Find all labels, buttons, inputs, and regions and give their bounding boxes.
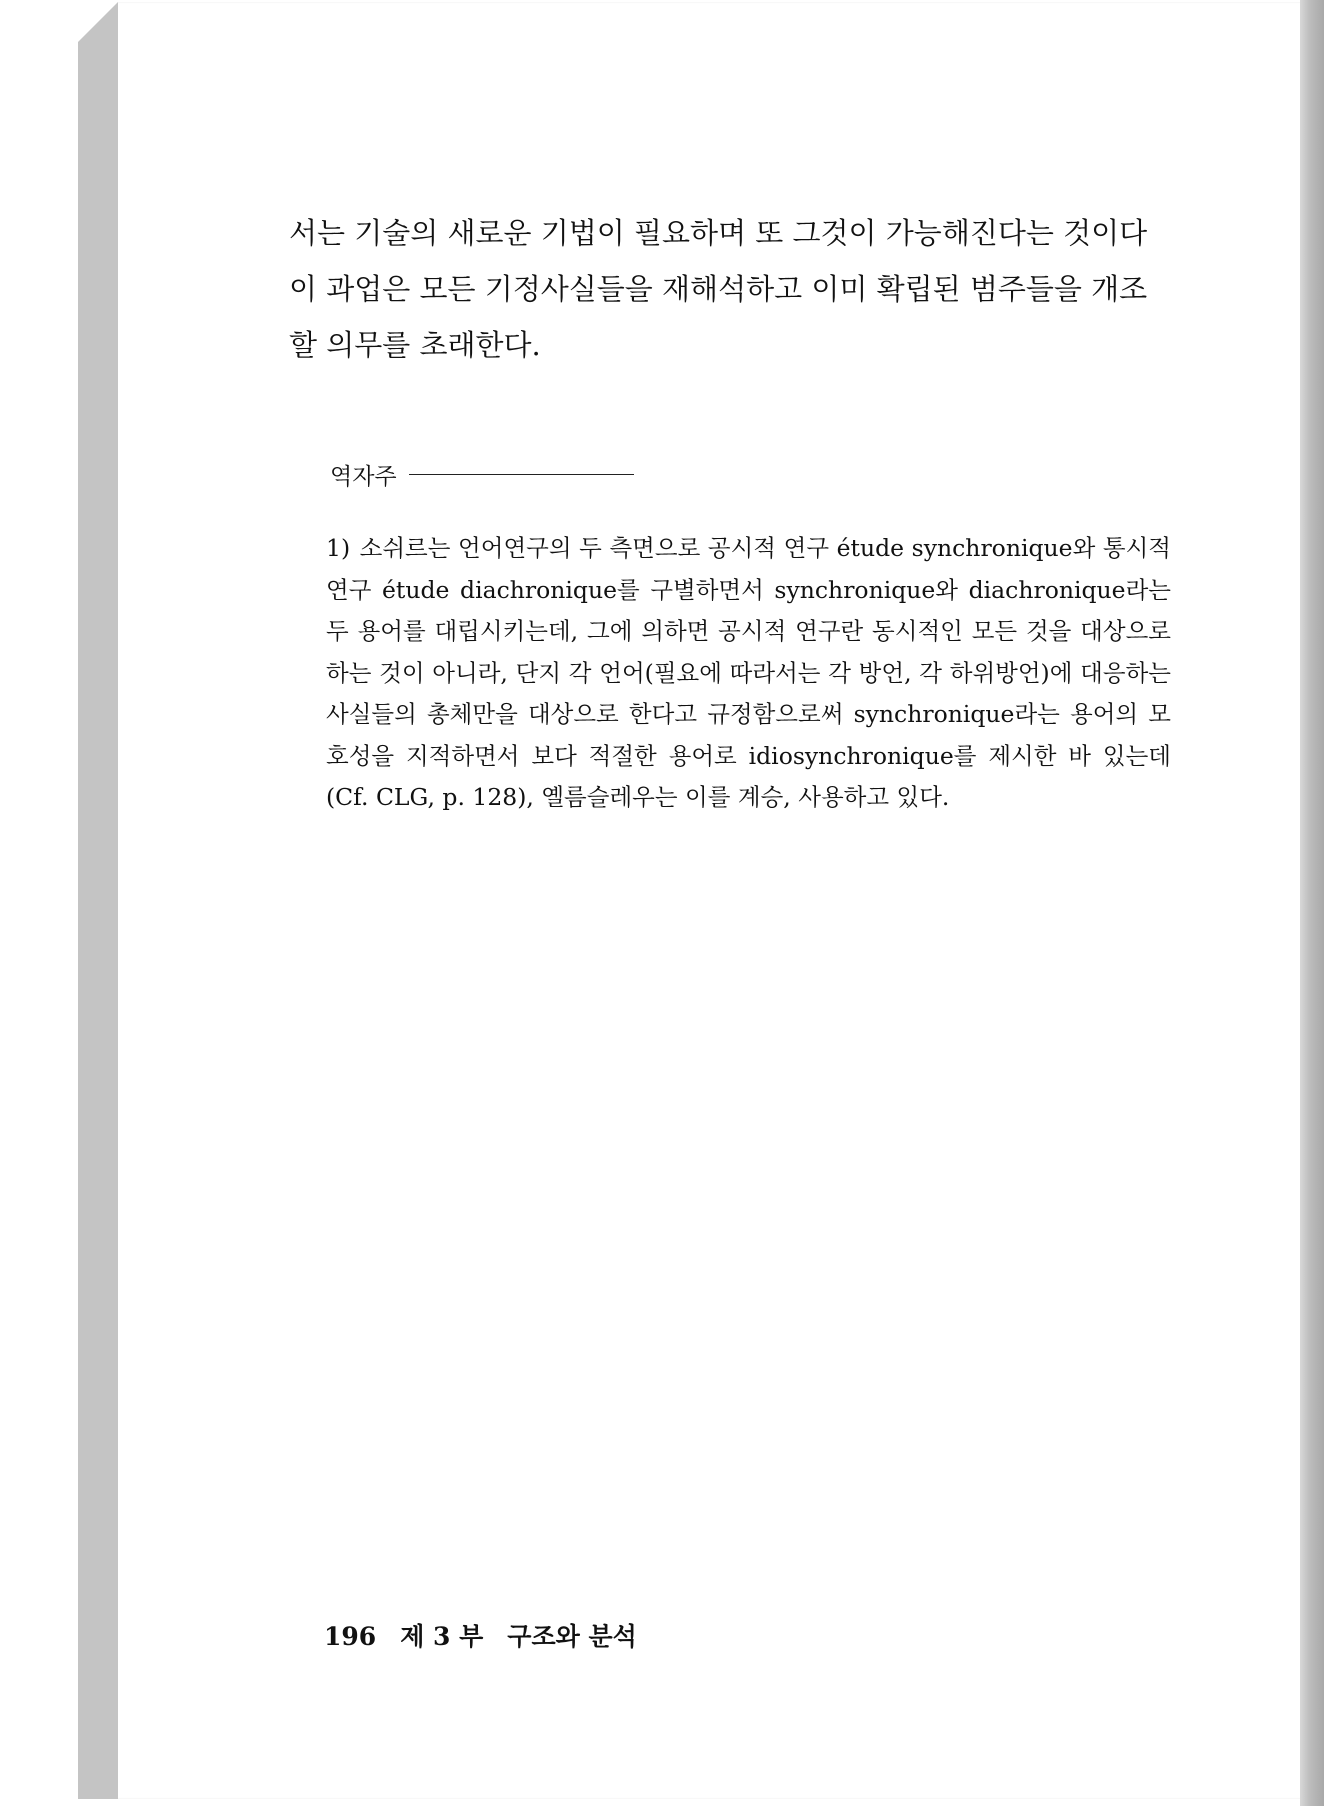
main-paragraph-text: 서는 기술의 새로운 기법이 필요하며 또 그것이 가능해진다는 것이다 이 과업은 모든 기정사실들을 재해석하고 이미 확립된 범주들을 개조할 의무를 초래한다. xyxy=(289,216,1148,362)
page-footer xyxy=(324,1617,637,1653)
main-paragraph xyxy=(289,205,1169,373)
page-number: 196 xyxy=(324,1622,377,1651)
notes-heading-label: 역자주 xyxy=(330,464,397,490)
part-label: 제 3 부 xyxy=(400,1622,484,1651)
footnote-text: 소쉬르는 언어연구의 두 측면으로 공시적 연구 étude synchronique와 통시적 연구 étude diachronique를 구별하면서 synchronique와 diachronique라는 두 용어를 대립시키는데, 그에 의하면 공시적 연구란 동시적인 모든 것을 대상으로 하는 것이 아니라, 단지 각 언어(필요에 따라서는 각 방언, 각 하위방언)에 대응하는 사실들의 총체만을 대상으로 한다고 규정함으로써 synchronique라는 용어의 모호성을 지적하면서 보다 적절한 용어로 idiosynchronique를 제시한 바 있는데(Cf. CLG, p. 128), 옐름슬레우는 이를 계승, 사용하고 있다. xyxy=(326,534,1171,811)
notes-heading-rule xyxy=(409,474,634,475)
page-right-edge xyxy=(1300,0,1324,1806)
footnote-1 xyxy=(326,528,1171,819)
page-left-edge xyxy=(78,2,138,1799)
section-title: 구조와 분석 xyxy=(507,1622,637,1651)
footnote-number: 1) xyxy=(326,534,351,562)
translator-notes-heading xyxy=(330,458,634,491)
